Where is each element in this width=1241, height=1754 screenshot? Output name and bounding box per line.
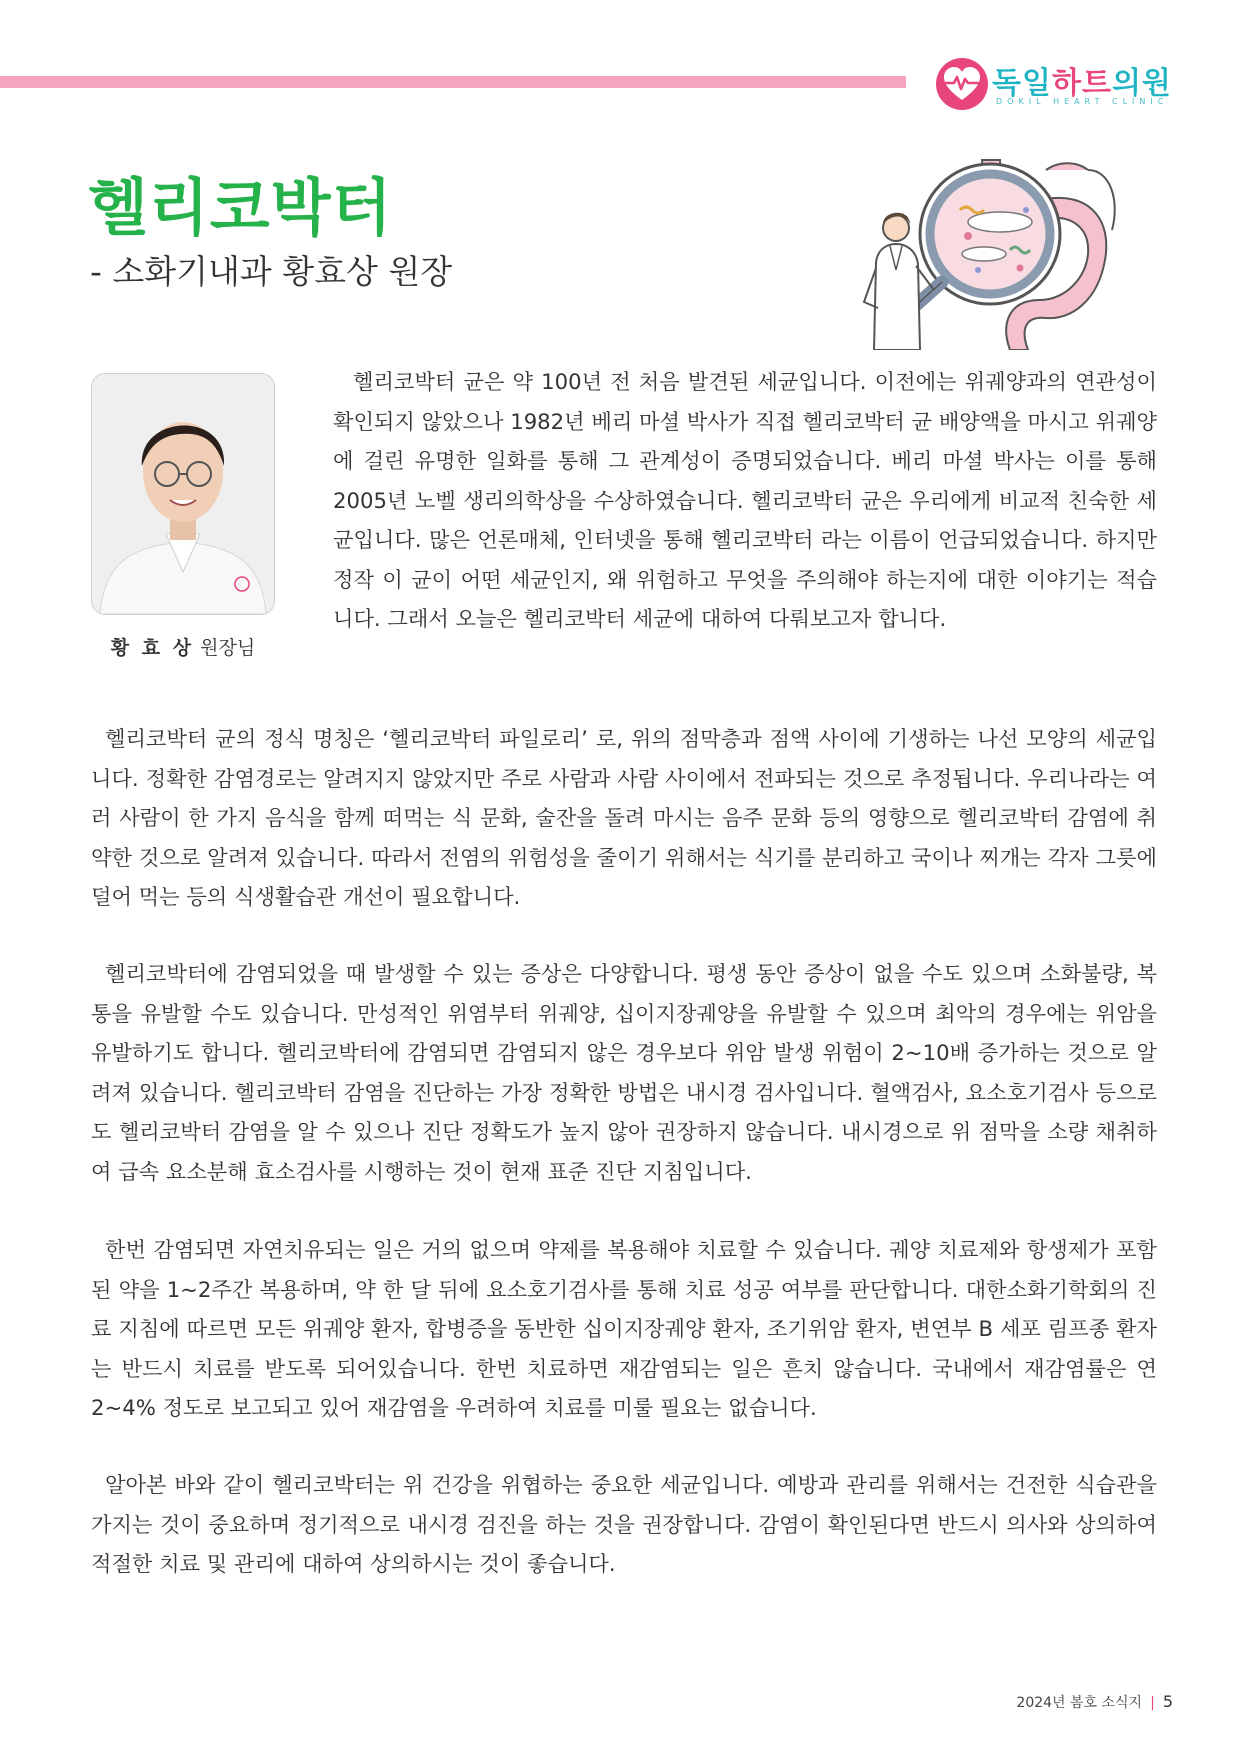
clinic-name (992, 58, 1172, 102)
article-paragraph: 헬리코박터에 감염되었을 때 발생할 수 있는 증상은 다양합니다. 평생 동안 증상이 없을 수도 있으며 소화불량, 복통을 유발할 수도 있습니다. 만성적인 위염부터 위궤양, 십이지장궤양을 유발할 수 있으며 최악의 경우에는 위암을 유발하기도 합니다. 헬리코박터에 감염되면 감염되지 않은 경우보다 위암 발생 위험이 2~10배 증가하는 것으로 알려져 있습니다. 헬리코박터 감염을 진단하는 가장 정확한 방법은 내시경 검사입니다. 혈액검사, 요소호기검사 등으로도 헬리코박터 감염을 알 수 있으나 진단 정확도가 높지 않아 권장하지 않습니다. 내시경으로 위 점막을 소량 채취하여 급속 요소분해 효소검사를 시행하는 것이 현재 표준 진단 지침입니다. (91, 961, 1157, 1184)
author-role: 원장님 (200, 637, 256, 659)
doctor-portrait (92, 374, 274, 614)
footer-separator: | (1150, 1695, 1155, 1711)
clinic-name-part1: 독일 (992, 66, 1052, 101)
article-paragraph: 헬리코박터 균은 약 100년 전 처음 발견된 세균입니다. 이전에는 위궤양과의 연관성이 확인되지 않았으나 1982년 베리 마셜 박사가 직접 헬리코박터 균 배양액을 마시고 위궤양에 걸린 유명한 일화를 통해 그 관계성이 증명되었습니다. 베리 마셜 박사는 이를 통해 2005년 노벨 생리의학상을 수상하였습니다. 헬리코박터 균은 우리에게 비교적 친숙한 세균입니다. 많은 언론매체, 인터넷을 통해 헬리코박터 라는 이름이 언급되었습니다. 하지만 정작 이 균이 어떤 세균인지, 왜 위험하고 무엇을 주의해야 하는지에 대한 이야기는 적습니다. 그래서 오늘은 헬리코박터 세균에 대하여 다뤄보고자 합니다. (333, 369, 1157, 631)
clinic-subtitle: DOKIL HEART CLINIC (996, 97, 1169, 106)
author-caption (91, 633, 275, 660)
header-accent-bar (0, 76, 906, 88)
magnifier-stomach-illustration (850, 150, 1130, 350)
page-number: 5 (1162, 1692, 1173, 1711)
page-footer (1016, 1692, 1173, 1712)
article-title: 헬리코박터 (88, 171, 393, 244)
article-paragraph: 한번 감염되면 자연치유되는 일은 거의 없으며 약제를 복용해야 치료할 수 있습니다. 궤양 치료제와 항생제가 포함된 약을 1~2주간 복용하며, 약 한 달 뒤에 요소호기검사를 통해 치료 성공 여부를 판단합니다. 대한소화기학회의 진료 지침에 따르면 모든 위궤양 환자, 합병증을 동반한 십이지장궤양 환자, 조기위암 환자, 변연부 B 세포 림프종 환자는 반드시 치료를 받도록 되어있습니다. 한번 치료하면 재감염되는 일은 흔치 않습니다. 국내에서 재감염률은 연 2~4% 정도로 보고되고 있어 재감염을 우려하여 치료를 미룰 필요는 없습니다. (91, 1237, 1157, 1420)
clinic-name-part2: 하트 (1051, 66, 1112, 101)
author-photo (91, 373, 275, 615)
footer-issue: 2024년 봄호 소식지 (1016, 1695, 1143, 1711)
author-name: 황 효 상 (110, 637, 195, 659)
clinic-name-part3: 의원 (1111, 66, 1172, 101)
heart-pulse-icon (934, 56, 990, 112)
article-subtitle: - 소화기내과 황효상 원장 (90, 252, 453, 291)
article-paragraph: 알아본 바와 같이 헬리코박터는 위 건강을 위협하는 중요한 세균입니다. 예방과 관리를 위해서는 건전한 식습관을 가지는 것이 중요하며 정기적으로 내시경 검진을 하는 것을 권장합니다. 감염이 확인된다면 반드시 의사와 상의하여 적절한 치료 및 관리에 대하여 상의하시는 것이 좋습니다. (91, 1472, 1157, 1576)
clinic-logo[interactable] (934, 54, 1174, 110)
article-paragraph: 헬리코박터 균의 정식 명칭은 ‘헬리코박터 파일로리’ 로, 위의 점막층과 점액 사이에 기생하는 나선 모양의 세균입니다. 정확한 감염경로는 알려지지 않았지만 주로 사람과 사람 사이에서 전파되는 것으로 추정됩니다. 우리나라는 여러 사람이 한 가지 음식을 함께 떠먹는 식 문화, 술잔을 돌려 마시는 음주 문화 등의 영향으로 헬리코박터 감염에 취약한 것으로 알려져 있습니다. 따라서 전염의 위험성을 줄이기 위해서는 식기를 분리하고 국이나 찌개는 각자 그릇에 덜어 먹는 등의 식생활습관 개선이 필요합니다. (91, 726, 1157, 909)
